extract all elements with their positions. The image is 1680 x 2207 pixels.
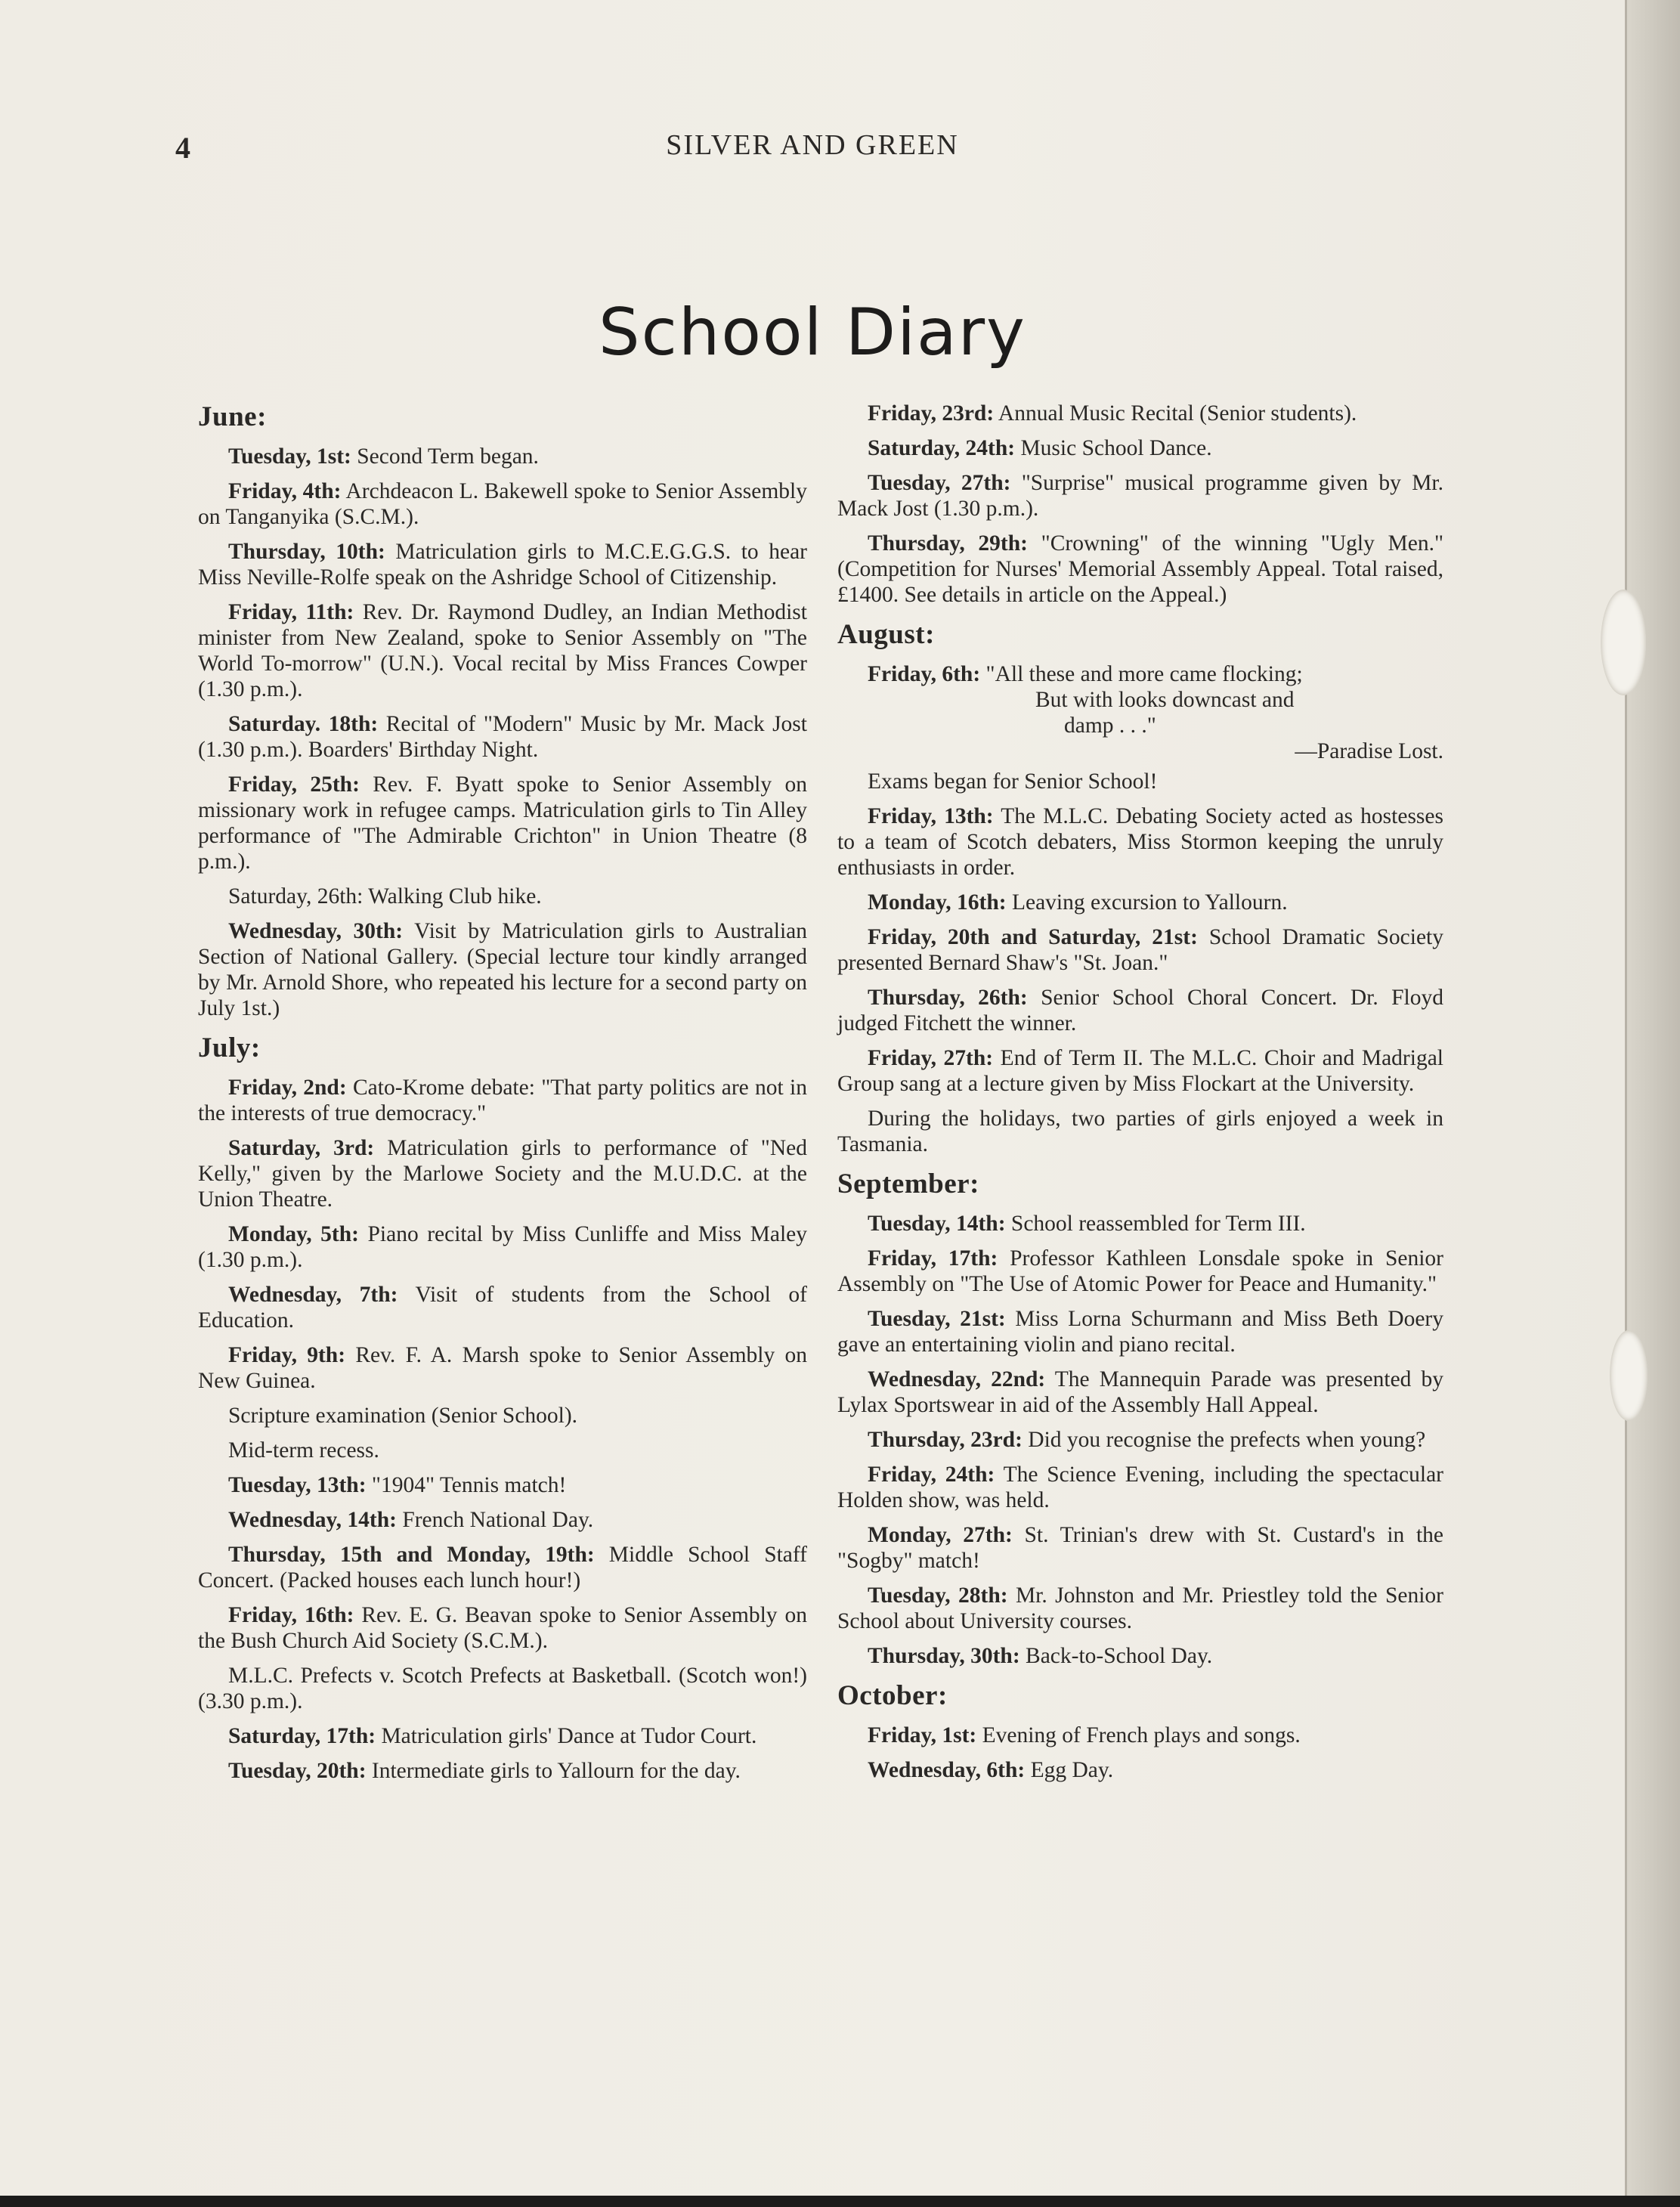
quote-line: damp . . ." xyxy=(1064,713,1156,738)
month-heading-july: July: xyxy=(198,1032,261,1063)
diary-entry xyxy=(837,890,1443,915)
entry-text: Saturday, 26th: Walking Club hike. xyxy=(228,884,542,908)
june-entries xyxy=(198,444,807,1021)
entry-date: Monday, 16th: xyxy=(868,890,1007,915)
entry-date: Tuesday, 21st: xyxy=(868,1307,1006,1331)
page-edge xyxy=(1625,0,1680,2207)
diary-entry xyxy=(837,1106,1443,1157)
diary-entry xyxy=(198,1758,807,1784)
diary-entry xyxy=(837,1583,1443,1634)
entry-date: Friday, 4th: xyxy=(228,479,342,503)
entry-text: Middle School Staff Concert. (Packed houses each lunch hour!) xyxy=(198,1543,808,1593)
diary-entry xyxy=(198,1342,807,1394)
entry-text: Second Term began. xyxy=(351,444,539,469)
june-continued-entries xyxy=(837,401,1443,608)
entry-text: "Crowning" of the winning "Ugly Men." (Competition for Nurses' Memorial Assembly Appeal. Total raised, £1400. See details in article on the Appeal.) xyxy=(837,531,1443,607)
entry-text: "1904" Tennis match! xyxy=(366,1473,567,1497)
september-entries xyxy=(837,1211,1443,1669)
entry-date: Thursday, 26th: xyxy=(868,986,1028,1010)
diary-entry xyxy=(837,531,1443,608)
diary-entry xyxy=(198,1542,807,1593)
entry-text: The Mannequin Parade was presented by Lylax Sportswear in aid of the Assembly Hall Appeal. xyxy=(837,1367,1443,1417)
entry-date: Tuesday, 13th: xyxy=(228,1473,367,1497)
entry-text: Cato-Krome debate: "That party politics are not in the interests of true democracy." xyxy=(198,1076,807,1125)
quote-line: But with looks downcast and xyxy=(1035,688,1295,712)
entry-date: Saturday. 18th: xyxy=(228,712,379,736)
diary-entry xyxy=(198,884,807,909)
diary-entry xyxy=(198,1438,807,1463)
august-entries xyxy=(837,769,1443,1157)
entry-text: Recital of "Modern" Music by Mr. Mack Jost (1.30 p.m.). Boarders' Birthday Night. xyxy=(198,712,807,762)
entry-text: Archdeacon L. Bakewell spoke to Senior Assembly on Tanganyika (S.C.M.). xyxy=(198,479,807,529)
entry-date: Thursday, 23rd: xyxy=(868,1428,1023,1452)
page-title: School Diary xyxy=(599,295,1026,370)
quote-attribution: —Paradise Lost. xyxy=(1295,739,1443,763)
entry-date: Wednesday, 14th: xyxy=(228,1508,397,1532)
diary-entry xyxy=(837,1246,1443,1297)
entry-date: Tuesday, 1st: xyxy=(228,444,351,469)
paradise-lost-quote xyxy=(837,661,1443,764)
diary-entry xyxy=(837,1643,1443,1669)
left-column xyxy=(198,401,807,1793)
diary-entry xyxy=(198,1282,807,1333)
diary-entry xyxy=(837,401,1443,426)
entry-date: Wednesday, 30th: xyxy=(228,919,404,943)
diary-entry xyxy=(198,478,807,530)
binding-tear xyxy=(1610,1330,1648,1421)
entry-text: Miss Lorna Schurmann and Miss Beth Doery gave an entertaining violin and piano recital. xyxy=(837,1307,1443,1357)
entry-text: Mr. Johnston and Mr. Priestley told the Senior School about University courses. xyxy=(837,1583,1444,1633)
entry-text: The Science Evening, including the spectacular Holden show, was held. xyxy=(837,1463,1443,1512)
entry-text: Matriculation girls' Dance at Tudor Court. xyxy=(376,1724,757,1748)
entry-text: Did you recognise the prefects when young? xyxy=(1022,1428,1426,1452)
entry-text: Rev. E. G. Beavan spoke to Senior Assembly on the Bush Church Aid Society (S.C.M.). xyxy=(198,1603,807,1653)
diary-entry xyxy=(837,435,1443,461)
entry-text: Piano recital by Miss Cunliffe and Miss Maley (1.30 p.m.). xyxy=(198,1222,807,1272)
entry-text: During the holidays, two parties of girls enjoyed a week in Tasmania. xyxy=(837,1107,1443,1156)
diary-entry xyxy=(837,1045,1443,1097)
entry-text: French National Day. xyxy=(396,1508,594,1532)
diary-entry xyxy=(198,772,807,874)
diary-entry xyxy=(837,470,1443,522)
running-head: SILVER AND GREEN xyxy=(666,129,959,161)
entry-date: Monday, 5th: xyxy=(228,1222,359,1246)
entry-date: Friday, 2nd: xyxy=(228,1076,347,1100)
entry-date: Thursday, 30th: xyxy=(868,1644,1020,1668)
diary-entry xyxy=(198,1723,807,1749)
diary-entry xyxy=(837,1306,1443,1357)
entry-text: Music School Dance. xyxy=(1015,436,1212,460)
entry-date: Friday, 17th: xyxy=(868,1246,998,1271)
diary-entry xyxy=(198,1602,807,1654)
diary-entry xyxy=(198,1135,807,1212)
entry-date: Friday, 9th: xyxy=(228,1343,346,1367)
entry-date: Friday, 1st: xyxy=(868,1723,977,1747)
month-heading-october: October: xyxy=(837,1680,948,1711)
diary-entry xyxy=(837,1757,1443,1783)
month-heading-september: September: xyxy=(837,1169,979,1199)
entry-text: Intermediate girls to Yallourn for the day. xyxy=(366,1759,741,1783)
entry-date: Thursday, 10th: xyxy=(228,540,385,564)
entry-date: Thursday, 29th: xyxy=(868,531,1028,556)
diary-entry xyxy=(837,1367,1443,1418)
diary-entry xyxy=(837,924,1443,976)
diary-entry xyxy=(837,1723,1443,1748)
entry-text: Visit of students from the School of Education. xyxy=(198,1283,807,1333)
diary-entry xyxy=(198,1663,807,1714)
quote-line xyxy=(837,661,1443,687)
scan-border xyxy=(0,2196,1680,2207)
entry-text: Rev. F. Byatt spoke to Senior Assembly on missionary work in refugee camps. Matriculation girls to Tin Alley performance of "The Admirable Crichton" in Union Theatre (8 p.m.). xyxy=(198,772,807,874)
entry-date: Monday, 27th: xyxy=(868,1523,1013,1547)
entry-text: St. Trinian's drew with St. Custard's in the "Sogby" match! xyxy=(837,1523,1443,1573)
entry-date: Tuesday, 14th: xyxy=(868,1212,1006,1236)
entry-text: Senior School Choral Concert. Dr. Floyd judged Fitchett the winner. xyxy=(837,986,1443,1035)
entry-text: Rev. F. A. Marsh spoke to Senior Assembly on New Guinea. xyxy=(198,1343,807,1393)
entry-text: Egg Day. xyxy=(1025,1758,1114,1782)
diary-entry xyxy=(837,1427,1443,1453)
entry-text: M.L.C. Prefects v. Scotch Prefects at Basketball. (Scotch won!) (3.30 p.m.). xyxy=(198,1664,807,1713)
quote-text: "All these and more came flocking; xyxy=(980,662,1303,686)
entry-text: End of Term II. The M.L.C. Choir and Madrigal Group sang at a lecture given by Miss Flockart at the University. xyxy=(837,1046,1443,1096)
entry-text: Matriculation girls to M.C.E.G.G.S. to hear Miss Neville-Rolfe speak on the Ashridge School of Citizenship. xyxy=(198,540,807,590)
month-heading-june: June: xyxy=(198,401,267,432)
entry-text: Matriculation girls to performance of "Ned Kelly," given by the Marlowe Society and the M.U.D.C. at the Union Theatre. xyxy=(198,1136,807,1212)
entry-date: Friday, 24th: xyxy=(868,1463,995,1487)
october-entries xyxy=(837,1723,1443,1783)
entry-text: Back-to-School Day. xyxy=(1019,1644,1213,1668)
page-number: 4 xyxy=(175,131,190,165)
diary-entry xyxy=(198,1075,807,1126)
entry-date: Tuesday, 28th: xyxy=(868,1583,1008,1608)
diary-entry xyxy=(837,769,1443,794)
july-entries xyxy=(198,1075,807,1784)
entry-date: Friday, 16th: xyxy=(228,1603,354,1627)
entry-text: School reassembled for Term III. xyxy=(1005,1212,1306,1236)
entry-text: "Surprise" musical programme given by Mr. Mack Jost (1.30 p.m.). xyxy=(837,471,1443,521)
diary-entry xyxy=(837,985,1443,1036)
entry-date: Friday, 20th and Saturday, 21st: xyxy=(868,925,1198,949)
entry-text: Visit by Matriculation girls to Australian Section of National Gallery. (Special lecture tour kindly arranged by Mr. Arnold Shore, who repeated his lecture for a second party on July 1st.) xyxy=(198,919,808,1020)
entry-date: Wednesday, 7th: xyxy=(228,1283,398,1307)
diary-entry xyxy=(837,1522,1443,1574)
diary-entry xyxy=(837,1462,1443,1513)
entry-text: Professor Kathleen Lonsdale spoke in Senior Assembly on "The Use of Atomic Power for Peace and Humanity." xyxy=(837,1246,1443,1296)
entry-date: Saturday, 17th: xyxy=(228,1724,376,1748)
diary-entry xyxy=(198,1472,807,1498)
entry-date: Friday, 6th: xyxy=(868,662,981,686)
entry-date: Friday, 11th: xyxy=(228,600,354,624)
entry-date: Friday, 25th: xyxy=(228,772,360,797)
entry-date: Friday, 27th: xyxy=(868,1046,994,1070)
entry-text: Evening of French plays and songs. xyxy=(976,1723,1301,1747)
entry-text: School Dramatic Society presented Bernard Shaw's "St. Joan." xyxy=(837,925,1443,975)
diary-entry xyxy=(198,599,807,702)
diary-entry xyxy=(198,1507,807,1533)
entry-date: Thursday, 15th and Monday, 19th: xyxy=(228,1543,595,1567)
entry-text: The M.L.C. Debating Society acted as hostesses to a team of Scotch debaters, Miss Stormon keeping the unruly enthusiasts in order. xyxy=(837,804,1443,880)
entry-text: Rev. Dr. Raymond Dudley, an Indian Methodist minister from New Zealand, spoke to Senior Assembly on "The World To-morrow" (U.N.). Vocal recital by Miss Frances Cowper (1.30 p.m.). xyxy=(198,600,807,701)
entry-date: Tuesday, 20th: xyxy=(228,1759,367,1783)
diary-entry xyxy=(198,711,807,763)
diary-entry xyxy=(198,1403,807,1429)
diary-entry xyxy=(837,803,1443,881)
entry-text: Leaving excursion to Yallourn. xyxy=(1006,890,1288,915)
diary-entry xyxy=(198,539,807,590)
binding-tear xyxy=(1601,590,1646,695)
entry-date: Saturday, 24th: xyxy=(868,436,1016,460)
entry-text: Annual Music Recital (Senior students). xyxy=(994,401,1357,426)
right-column xyxy=(837,401,1443,1792)
entry-date: Saturday, 3rd: xyxy=(228,1136,375,1160)
diary-entry xyxy=(198,918,807,1021)
entry-date: Friday, 13th: xyxy=(868,804,994,828)
entry-text: Exams began for Senior School! xyxy=(868,769,1158,794)
entry-date: Tuesday, 27th: xyxy=(868,471,1011,495)
diary-entry xyxy=(198,444,807,469)
diary-entry xyxy=(837,1211,1443,1237)
month-heading-august: August: xyxy=(837,619,935,650)
entry-text: Mid-term recess. xyxy=(228,1438,379,1463)
entry-date: Friday, 23rd: xyxy=(868,401,995,426)
entry-date: Wednesday, 22nd: xyxy=(868,1367,1046,1391)
entry-date: Wednesday, 6th: xyxy=(868,1758,1026,1782)
diary-entry xyxy=(198,1221,807,1273)
entry-text: Scripture examination (Senior School). xyxy=(228,1404,578,1428)
